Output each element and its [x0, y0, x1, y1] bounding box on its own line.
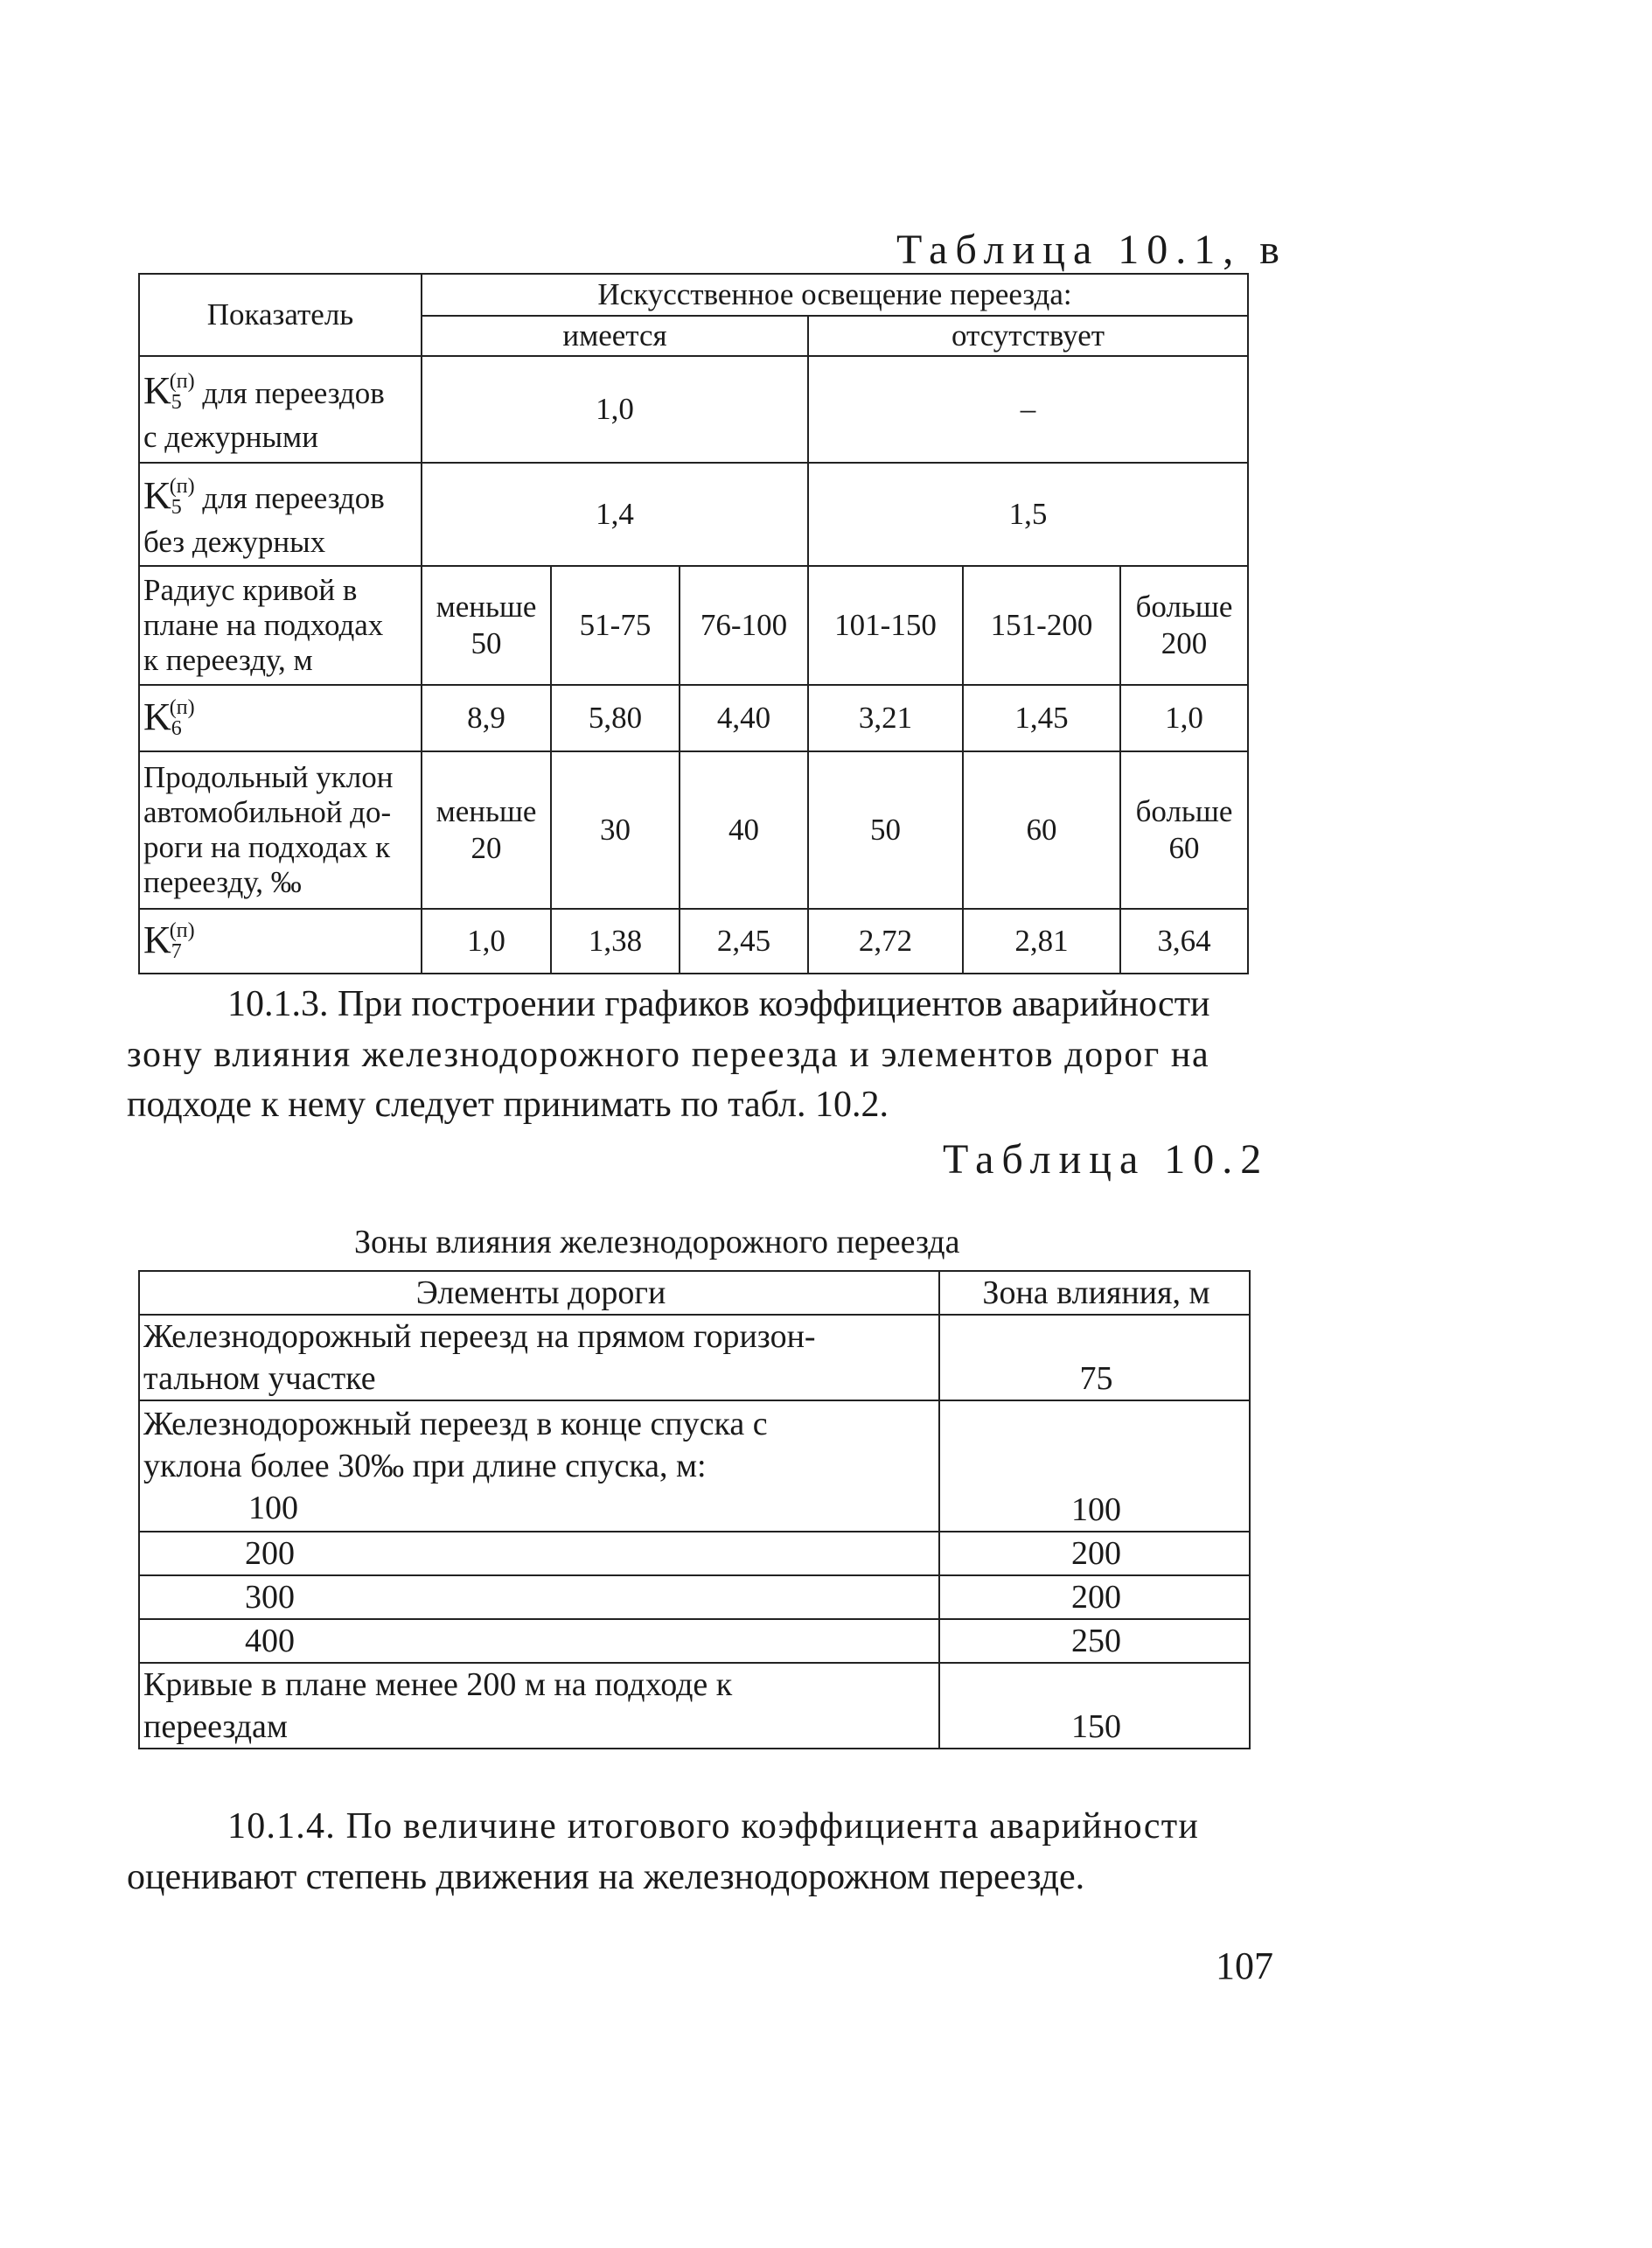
- k6-cell: 3,21: [808, 685, 963, 751]
- descent-length: 200: [139, 1532, 939, 1575]
- row-descent-label: Железнодорожный переезд в конце спуска с уклона более 30‰ при длине спуска, м: 100: [139, 1400, 939, 1532]
- header-zone: Зона влияния, м: [939, 1271, 1250, 1315]
- radius-cell: больше 200: [1120, 566, 1248, 685]
- table-10-2-title: Зоны влияния железнодорожного переезда: [354, 1224, 960, 1260]
- row-flat-label: Железнодорожный переезд на прямом горизон- тальном участке: [139, 1315, 939, 1400]
- k7-cell: 1,38: [551, 909, 680, 974]
- radius-cell: 51-75: [551, 566, 680, 685]
- table-10-1: [138, 273, 1249, 974]
- para-10-1-3-line-1: 10.1.3. При построении графиков коэффициентов аварийности: [227, 984, 1210, 1024]
- slope-cell: 50: [808, 751, 963, 909]
- header-absent: отсутствует: [808, 316, 1248, 356]
- descent-length: 100: [248, 1490, 298, 1526]
- radius-cell: меньше 50: [422, 566, 551, 685]
- row-flat-value: 75: [939, 1315, 1250, 1400]
- table-10-2: [138, 1270, 1251, 1749]
- slope-cell: 60: [963, 751, 1120, 909]
- radius-cell: 151-200: [963, 566, 1120, 685]
- page-number: 107: [1216, 1944, 1273, 1987]
- table-10-1-caption: Таблица 10.1, в: [896, 227, 1287, 273]
- k7-cell: 3,64: [1120, 909, 1248, 974]
- k5-attended-absent: –: [808, 356, 1248, 463]
- header-lighting: Искусственное освещение переезда:: [422, 274, 1248, 316]
- k7-cell: 2,72: [808, 909, 963, 974]
- k7-cell: 2,45: [680, 909, 808, 974]
- radius-cell: 76-100: [680, 566, 808, 685]
- radius-cell: 101-150: [808, 566, 963, 685]
- para-10-1-4-line-2: оценивают степень движения на железнодорожном переезде.: [127, 1857, 1085, 1897]
- k5-unattended-present: 1,4: [422, 463, 808, 566]
- para-10-1-3-line-3: подходе к нему следует принимать по табл. 10.2.: [127, 1085, 889, 1125]
- para-10-1-3-line-2: зону влияния железнодорожного переезда и элементов дорог на: [127, 1035, 1210, 1075]
- row-curves-value: 150: [939, 1663, 1250, 1749]
- k6-cell: 8,9: [422, 685, 551, 751]
- slope-cell: больше 60: [1120, 751, 1248, 909]
- row-k7-label: $K_7^{(п)}$: [139, 909, 422, 974]
- header-indicator: Показатель: [139, 274, 422, 356]
- k6-cell: 5,80: [551, 685, 680, 751]
- row-curves-label: Кривые в плане менее 200 м на подходе к переездам: [139, 1663, 939, 1749]
- row-slope-label: Продольный уклон автомобильной до- роги на подходах к переезду, ‰: [139, 751, 422, 909]
- row-k5-unattended-label: $K_5^{(п)}$ для переездов без дежурных: [139, 463, 422, 566]
- row-radius-label: Радиус кривой в плане на подходах к переезду, м: [139, 566, 422, 685]
- descent-value: 100: [939, 1400, 1250, 1532]
- row-k6-label: $K_6^{(п)}$: [139, 685, 422, 751]
- para-10-1-4-line-1: 10.1.4. По величине итогового коэффициента аварийности: [227, 1806, 1200, 1847]
- descent-value: 250: [939, 1619, 1250, 1663]
- k6-cell: 4,40: [680, 685, 808, 751]
- descent-length: 300: [139, 1575, 939, 1619]
- k6-cell: 1,45: [963, 685, 1120, 751]
- header-present: имеется: [422, 316, 808, 356]
- slope-cell: 30: [551, 751, 680, 909]
- slope-cell: меньше 20: [422, 751, 551, 909]
- k7-cell: 2,81: [963, 909, 1120, 974]
- slope-cell: 40: [680, 751, 808, 909]
- k7-cell: 1,0: [422, 909, 551, 974]
- k6-cell: 1,0: [1120, 685, 1248, 751]
- k5-unattended-absent: 1,5: [808, 463, 1248, 566]
- descent-length: 400: [139, 1619, 939, 1663]
- table-10-2-caption: Таблица 10.2: [943, 1136, 1270, 1183]
- header-elements: Элементы дороги: [139, 1271, 939, 1315]
- row-k5-attended-label: $K_5^{(п)}$ для переездов с дежурными: [139, 356, 422, 463]
- descent-value: 200: [939, 1575, 1250, 1619]
- k5-attended-present: 1,0: [422, 356, 808, 463]
- descent-value: 200: [939, 1532, 1250, 1575]
